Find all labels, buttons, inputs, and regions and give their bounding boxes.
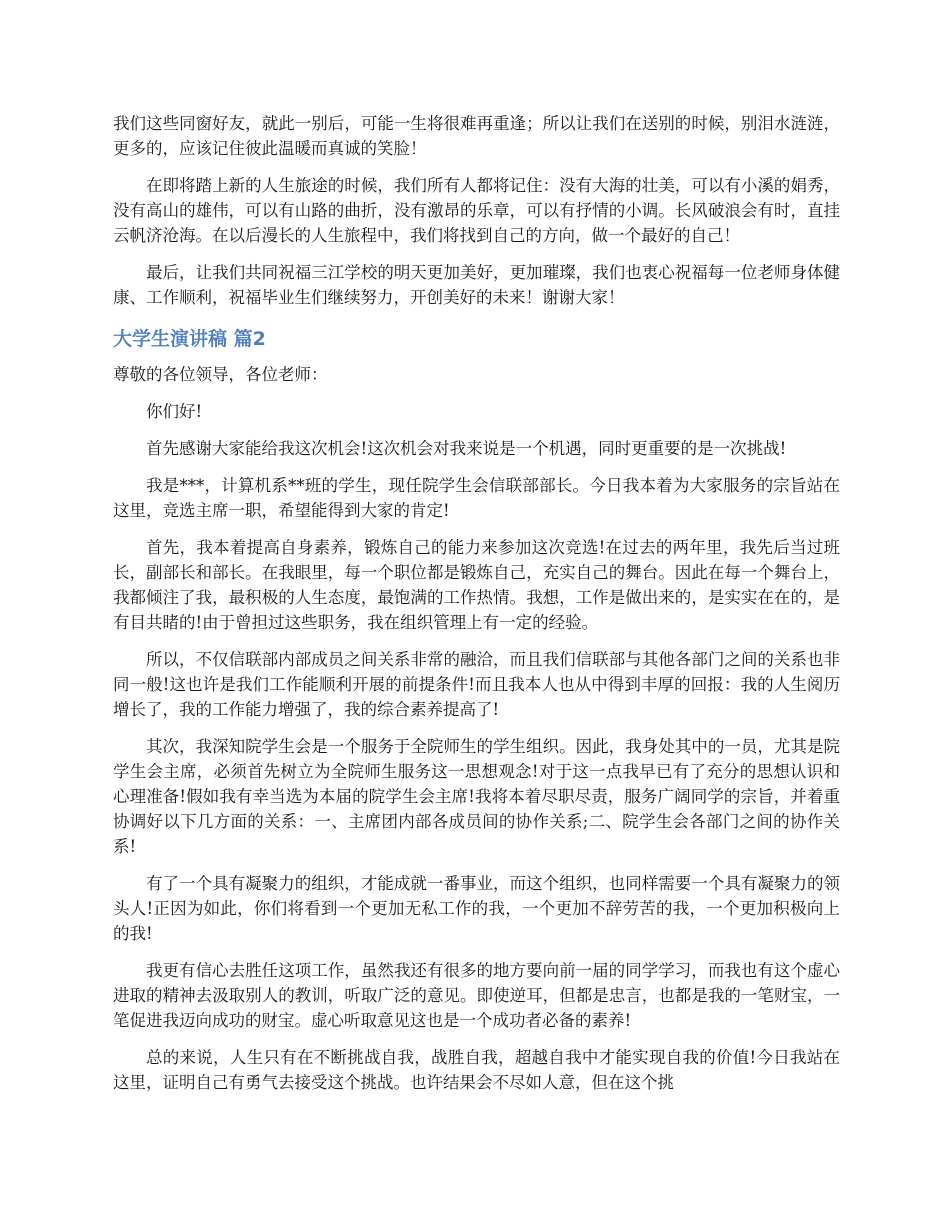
paragraph-remember: 在即将踏上新的人生旅途的时候，我们所有人都将记住：没有大海的壮美，可以有小溪的娟秀，没有高山的雄伟，可以有山路的曲折，没有激昂的乐章，可以有抒情的小调。长风破浪会有时，直挂云帆济沧海。在以后漫长的人生旅程中，我们将找到自己的方向，做一个最好的自己！ [113, 176, 840, 245]
document-body [113, 111, 840, 1107]
paragraph-introduction: 我是***，计算机系**班的学生，现任院学生会信联部部长。今日我本着为大家服务的宗旨站在这里，竞选主席一职，希望能得到大家的肯定! [113, 476, 840, 520]
paragraph-thanks: 首先感谢大家能给我这次机会!这次机会对我来说是一个机遇，同时更重要的是一次挑战! [146, 439, 787, 458]
paragraph-farewell: 我们这些同窗好友，就此一别后，可能一生将很难再重逢；所以让我们在送别的时候，别泪水涟涟，更多的，应该记住彼此温暖而真诚的笑脸！ [113, 114, 840, 158]
paragraph-cohesion: 有了一个具有凝聚力的组织，才能成就一番事业，而这个组织，也同样需要一个具有凝聚力的领头人!正因为如此，你们将看到一个更加无私工作的我，一个更加不辞劳苦的我，一个更加积极向上的我! [113, 874, 840, 943]
paragraph-conclusion: 总的来说，人生只有在不断挑战自我，战胜自我，超越自我中才能实现自我的价值!今日我站在这里，证明自己有勇气去接受这个挑战。也许结果会不尽如人意，但在这个挑 [113, 1048, 840, 1092]
paragraph-relations: 所以，不仅信联部内部成员之间关系非常的融洽，而且我们信联部与其他各部门之间的关系也非同一般!这也许是我们工作能顺利开展的前提条件!而且我本人也从中得到丰厚的回报：我的人生阅历增长了，我的工作能力增强了，我的综合素养提高了! [113, 650, 840, 719]
paragraph-greeting: 你们好! [146, 402, 203, 421]
paragraph-experience: 首先，我本着提高自身素养，锻炼自己的能力来参加这次竞选!在过去的两年里，我先后当过班长，副部长和部长。在我眼里，每一个职位都是锻炼自己，充实自己的舞台。因此在每一个舞台上，我都倾注了我，最积极的人生态度，最饱满的工作热情。我想，工作是做出来的，是实实在在的，是有目共睹的!由于曾担过这些职务，我在组织管理上有一定的经验。 [113, 538, 840, 632]
paragraph-service: 其次，我深知院学生会是一个服务于全院师生的学生组织。因此，我身处其中的一员，尤其是院学生会主席，必须首先树立为全院师生服务这一思想观念!对于这一点我早已有了充分的思想认识和心理准备!假如我有幸当选为本届的院学生会主席!我将本着尽职尽责，服务广阔同学的宗旨，并着重协调好以下几方面的关系：一、主席团内部各成员间的协作关系;二、院学生会各部门之间的协作关系! [113, 737, 840, 856]
paragraph-blessing: 最后，让我们共同祝福三江学校的明天更加美好，更加璀璨，我们也衷心祝福每一位老师身体健康、工作顺利，祝福毕业生们继续努力，开创美好的未来！谢谢大家！ [113, 263, 840, 307]
salutation: 尊敬的各位领导，各位老师： [113, 365, 328, 384]
paragraph-confidence: 我更有信心去胜任这项工作，虽然我还有很多的地方要向前一届的同学学习，而我也有这个虚心进取的精神去汲取别人的教训，听取广泛的意见。即使逆耳，但都是忠言，也都是我的一笔财宝，一笔促进我迈向成功的财宝。虚心听取意见这也是一个成功者必备的素养! [113, 961, 840, 1030]
section-heading: 大学生演讲稿 篇2 [113, 328, 266, 350]
